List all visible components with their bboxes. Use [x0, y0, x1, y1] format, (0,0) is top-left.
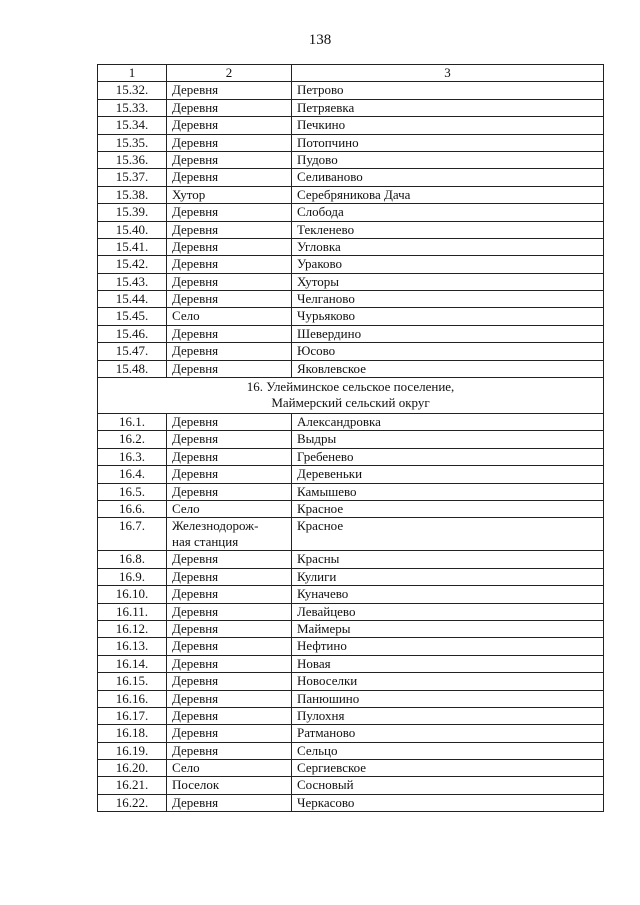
row-type: Село — [167, 760, 292, 777]
row-name: Петряевка — [292, 99, 604, 116]
table-row — [98, 673, 604, 690]
row-name: Красны — [292, 551, 604, 568]
row-name: Сосновый — [292, 777, 604, 794]
row-name: Ураково — [292, 256, 604, 273]
row-number: 15.38. — [98, 186, 167, 203]
row-type: Деревня — [167, 673, 292, 690]
row-name: Камышево — [292, 483, 604, 500]
row-name: Сергиевское — [292, 760, 604, 777]
row-type: Деревня — [167, 707, 292, 724]
row-type: Деревня — [167, 414, 292, 431]
row-number: 16.8. — [98, 551, 167, 568]
row-name: Сельцо — [292, 742, 604, 759]
row-number: 16.14. — [98, 655, 167, 672]
row-number: 16.18. — [98, 725, 167, 742]
table-row — [98, 256, 604, 273]
table-row — [98, 221, 604, 238]
row-type-line: Железнодорож- — [172, 518, 259, 534]
row-type: Хутор — [167, 186, 292, 203]
row-name: Чурьяково — [292, 308, 604, 325]
table-row — [98, 483, 604, 500]
row-type: Деревня — [167, 603, 292, 620]
table-row — [98, 325, 604, 342]
table-row — [98, 238, 604, 255]
row-type: Деревня — [167, 620, 292, 637]
row-number: 16.13. — [98, 638, 167, 655]
table-row — [98, 760, 604, 777]
table-row — [98, 707, 604, 724]
table-row — [98, 725, 604, 742]
table-row — [98, 466, 604, 483]
row-number: 15.34. — [98, 117, 167, 134]
table-row — [98, 568, 604, 585]
row-name: Красное — [292, 518, 604, 551]
table-row — [98, 169, 604, 186]
table-row — [98, 638, 604, 655]
row-type: Деревня — [167, 638, 292, 655]
row-type: Деревня — [167, 586, 292, 603]
table-row — [98, 500, 604, 517]
table-row — [98, 690, 604, 707]
row-number: 16.3. — [98, 448, 167, 465]
table-row — [98, 551, 604, 568]
table-row — [98, 620, 604, 637]
table-row — [98, 186, 604, 203]
row-number: 16.16. — [98, 690, 167, 707]
row-number: 16.15. — [98, 673, 167, 690]
row-type: Деревня — [167, 169, 292, 186]
row-name: Куначево — [292, 586, 604, 603]
row-name: Яковлевское — [292, 360, 604, 377]
row-number: 15.39. — [98, 204, 167, 221]
row-type: Деревня — [167, 256, 292, 273]
row-name: Текленево — [292, 221, 604, 238]
row-number: 16.7. — [98, 518, 167, 551]
row-name: Юсово — [292, 343, 604, 360]
section-heading — [98, 378, 604, 414]
row-type: Поселок — [167, 777, 292, 794]
section-heading-line: 16. Улейминское сельское поселение, — [246, 379, 455, 395]
row-number: 16.20. — [98, 760, 167, 777]
row-number: 16.21. — [98, 777, 167, 794]
row-name: Печкино — [292, 117, 604, 134]
row-type: Село — [167, 308, 292, 325]
row-number: 16.10. — [98, 586, 167, 603]
row-type-line: ная станция — [172, 534, 239, 550]
row-number: 15.33. — [98, 99, 167, 116]
row-type: Деревня — [167, 221, 292, 238]
row-number: 15.41. — [98, 238, 167, 255]
row-type: Деревня — [167, 466, 292, 483]
row-type: Деревня — [167, 360, 292, 377]
row-number: 15.44. — [98, 291, 167, 308]
row-number: 16.4. — [98, 466, 167, 483]
row-type: Деревня — [167, 483, 292, 500]
row-number: 16.9. — [98, 568, 167, 585]
row-name: Выдры — [292, 431, 604, 448]
table-row — [98, 273, 604, 290]
table-row — [98, 586, 604, 603]
row-type: Деревня — [167, 725, 292, 742]
row-type: Деревня — [167, 794, 292, 811]
table-row — [98, 777, 604, 794]
table-row — [98, 308, 604, 325]
row-number: 15.45. — [98, 308, 167, 325]
row-number: 16.1. — [98, 414, 167, 431]
row-type: Деревня — [167, 82, 292, 99]
page-number: 138 — [308, 32, 332, 48]
column-header-type: 2 — [167, 65, 292, 82]
table-row — [98, 518, 604, 551]
row-type — [167, 518, 292, 551]
row-name: Нефтино — [292, 638, 604, 655]
row-type: Деревня — [167, 238, 292, 255]
row-name: Новоселки — [292, 673, 604, 690]
row-name: Хуторы — [292, 273, 604, 290]
row-type: Деревня — [167, 291, 292, 308]
row-type: Деревня — [167, 151, 292, 168]
table-row — [98, 99, 604, 116]
row-type: Деревня — [167, 431, 292, 448]
row-name: Деревеньки — [292, 466, 604, 483]
row-number: 16.6. — [98, 500, 167, 517]
row-type: Село — [167, 500, 292, 517]
row-type: Деревня — [167, 742, 292, 759]
row-number: 15.40. — [98, 221, 167, 238]
row-type: Деревня — [167, 568, 292, 585]
row-type: Деревня — [167, 690, 292, 707]
row-number: 15.47. — [98, 343, 167, 360]
row-type: Деревня — [167, 99, 292, 116]
row-type: Деревня — [167, 134, 292, 151]
column-header-number: 1 — [98, 65, 167, 82]
row-name: Ратманово — [292, 725, 604, 742]
row-name: Гребенево — [292, 448, 604, 465]
table-row — [98, 82, 604, 99]
row-name: Пудово — [292, 151, 604, 168]
row-number: 15.32. — [98, 82, 167, 99]
row-number: 16.2. — [98, 431, 167, 448]
row-type: Деревня — [167, 448, 292, 465]
column-header-name: 3 — [292, 65, 604, 82]
row-name: Новая — [292, 655, 604, 672]
row-number: 15.46. — [98, 325, 167, 342]
table-row — [98, 360, 604, 377]
row-type: Деревня — [167, 655, 292, 672]
row-type: Деревня — [167, 204, 292, 221]
table-row — [98, 151, 604, 168]
row-number: 16.17. — [98, 707, 167, 724]
table-row — [98, 117, 604, 134]
row-name: Челганово — [292, 291, 604, 308]
row-name: Красное — [292, 500, 604, 517]
section-heading-line: Маймерский сельский округ — [271, 395, 430, 411]
row-name: Серебряникова Дача — [292, 186, 604, 203]
row-number: 15.48. — [98, 360, 167, 377]
table-row — [98, 655, 604, 672]
row-number: 16.5. — [98, 483, 167, 500]
table-row — [98, 742, 604, 759]
row-name: Шевердино — [292, 325, 604, 342]
section-row — [98, 378, 604, 414]
row-name: Левайцево — [292, 603, 604, 620]
row-number: 16.12. — [98, 620, 167, 637]
table-header-row — [98, 65, 604, 82]
row-name: Слобода — [292, 204, 604, 221]
row-name: Александровка — [292, 414, 604, 431]
table-row — [98, 204, 604, 221]
row-number: 16.22. — [98, 794, 167, 811]
row-name: Потопчино — [292, 134, 604, 151]
row-name: Маймеры — [292, 620, 604, 637]
row-type: Деревня — [167, 117, 292, 134]
row-number: 15.42. — [98, 256, 167, 273]
row-number: 15.35. — [98, 134, 167, 151]
table-row — [98, 414, 604, 431]
row-number: 15.43. — [98, 273, 167, 290]
row-type: Деревня — [167, 325, 292, 342]
row-name: Пулохня — [292, 707, 604, 724]
row-name: Панюшино — [292, 690, 604, 707]
table-row — [98, 343, 604, 360]
table-row — [98, 448, 604, 465]
row-number: 16.11. — [98, 603, 167, 620]
row-number: 15.37. — [98, 169, 167, 186]
table-row — [98, 134, 604, 151]
row-name: Черкасово — [292, 794, 604, 811]
row-name: Кулиги — [292, 568, 604, 585]
row-type: Деревня — [167, 551, 292, 568]
row-name: Петрово — [292, 82, 604, 99]
row-type: Деревня — [167, 343, 292, 360]
row-type: Деревня — [167, 273, 292, 290]
settlements-table — [97, 64, 604, 812]
table-row — [98, 291, 604, 308]
row-number: 15.36. — [98, 151, 167, 168]
table-row — [98, 794, 604, 811]
row-name: Селиваново — [292, 169, 604, 186]
table-row — [98, 603, 604, 620]
table-body — [98, 65, 604, 812]
row-name: Угловка — [292, 238, 604, 255]
table-row — [98, 431, 604, 448]
row-number: 16.19. — [98, 742, 167, 759]
